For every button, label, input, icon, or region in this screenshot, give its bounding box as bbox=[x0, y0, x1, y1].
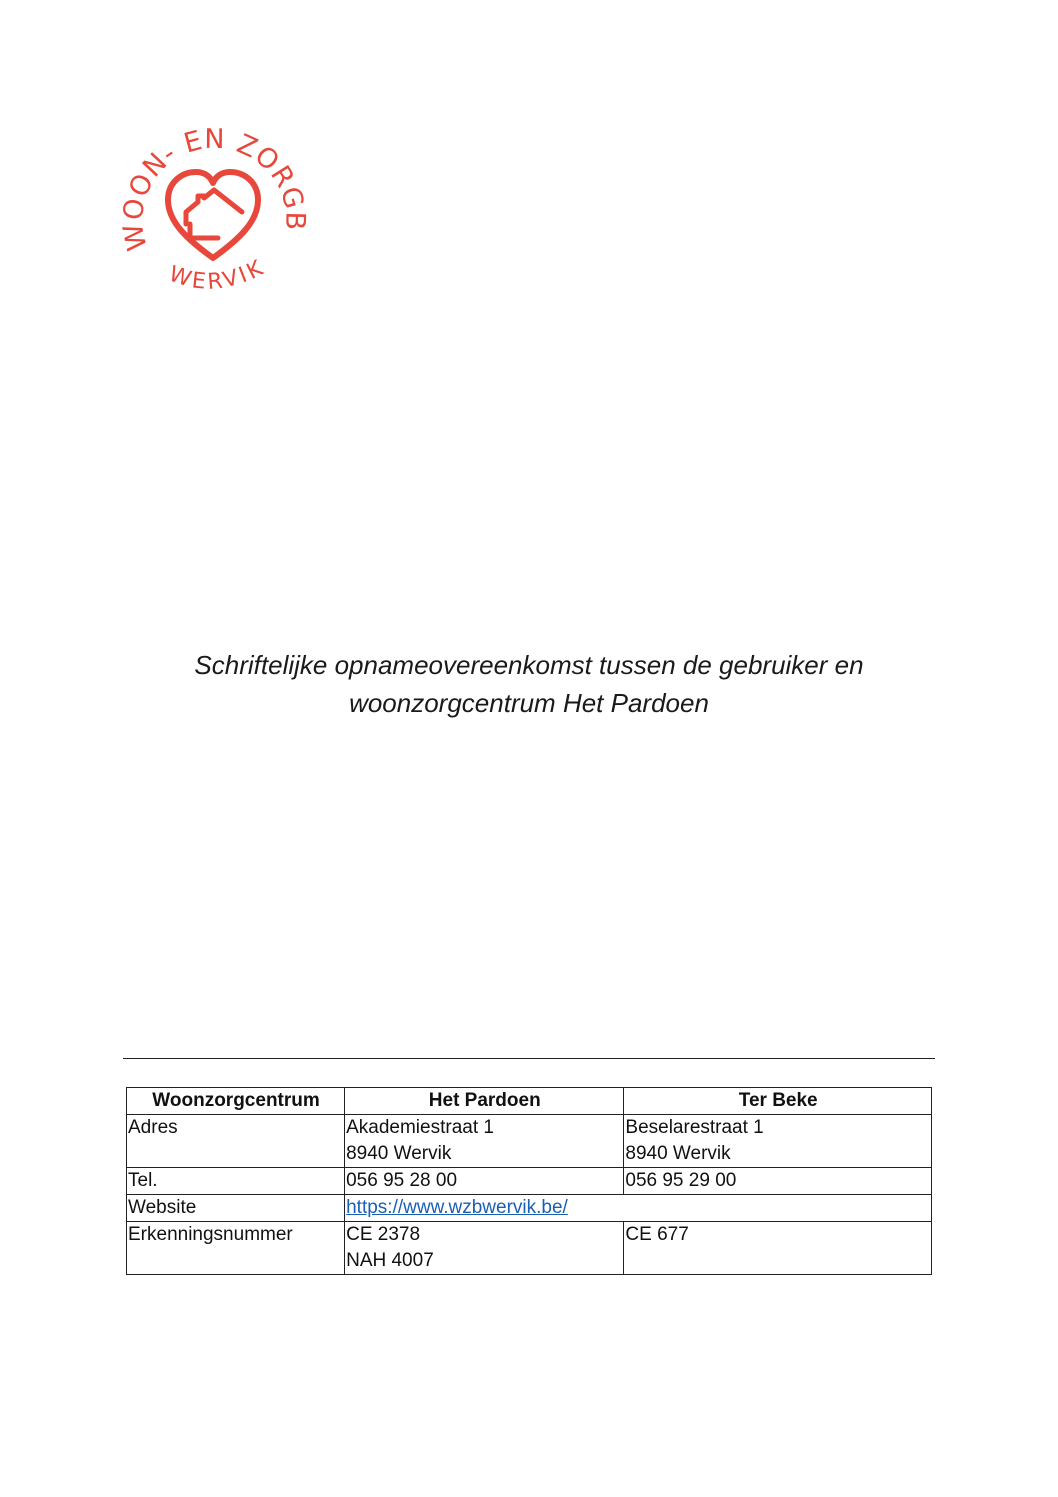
website-link[interactable]: https://www.wzbwervik.be/ bbox=[346, 1197, 568, 1218]
table-row-tel bbox=[127, 1168, 932, 1195]
label-erkenning: Erkenningsnummer bbox=[127, 1222, 345, 1275]
erkenning-pardoen bbox=[345, 1222, 624, 1275]
heart-icon bbox=[168, 172, 258, 258]
contact-table bbox=[126, 1087, 932, 1275]
erkenning-terbeke: CE 677 bbox=[624, 1222, 932, 1275]
logo-arc-text: WOON- EN ZORGB bbox=[118, 123, 308, 254]
title-line-1: Schriftelijke opnameovereenkomst tussen de gebruiker en bbox=[194, 650, 864, 680]
company-logo bbox=[118, 120, 308, 310]
table-row-adres bbox=[127, 1115, 932, 1168]
horizontal-divider bbox=[123, 1058, 935, 1059]
website-cell bbox=[345, 1195, 932, 1222]
label-adres: Adres bbox=[127, 1115, 345, 1168]
tel-terbeke: 056 95 29 00 bbox=[624, 1168, 932, 1195]
adres-pardoen bbox=[345, 1115, 624, 1168]
adres-pardoen-street: Akademiestraat 1 bbox=[346, 1117, 494, 1138]
header-woonzorgcentrum: Woonzorgcentrum bbox=[127, 1088, 345, 1115]
table-header-row bbox=[127, 1088, 932, 1115]
adres-pardoen-city: 8940 Wervik bbox=[346, 1143, 452, 1164]
tel-pardoen: 056 95 28 00 bbox=[345, 1168, 624, 1195]
title-line-2: woonzorgcentrum Het Pardoen bbox=[349, 688, 709, 718]
erkenning-pardoen-nah: NAH 4007 bbox=[346, 1250, 434, 1271]
erkenning-pardoen-ce: CE 2378 bbox=[346, 1224, 421, 1245]
header-ter-beke: Ter Beke bbox=[624, 1088, 932, 1115]
logo-graphic bbox=[118, 120, 308, 310]
adres-terbeke-street: Beselarestraat 1 bbox=[625, 1117, 764, 1138]
logo-bottom-text: WERVIK bbox=[165, 254, 270, 296]
adres-terbeke bbox=[624, 1115, 932, 1168]
table-row-erkenning bbox=[127, 1222, 932, 1275]
label-website: Website bbox=[127, 1195, 345, 1222]
document-title bbox=[0, 646, 1058, 722]
label-tel: Tel. bbox=[127, 1168, 345, 1195]
adres-terbeke-city: 8940 Wervik bbox=[625, 1143, 731, 1164]
table-row-website bbox=[127, 1195, 932, 1222]
header-het-pardoen: Het Pardoen bbox=[345, 1088, 624, 1115]
house-icon bbox=[186, 190, 242, 224]
